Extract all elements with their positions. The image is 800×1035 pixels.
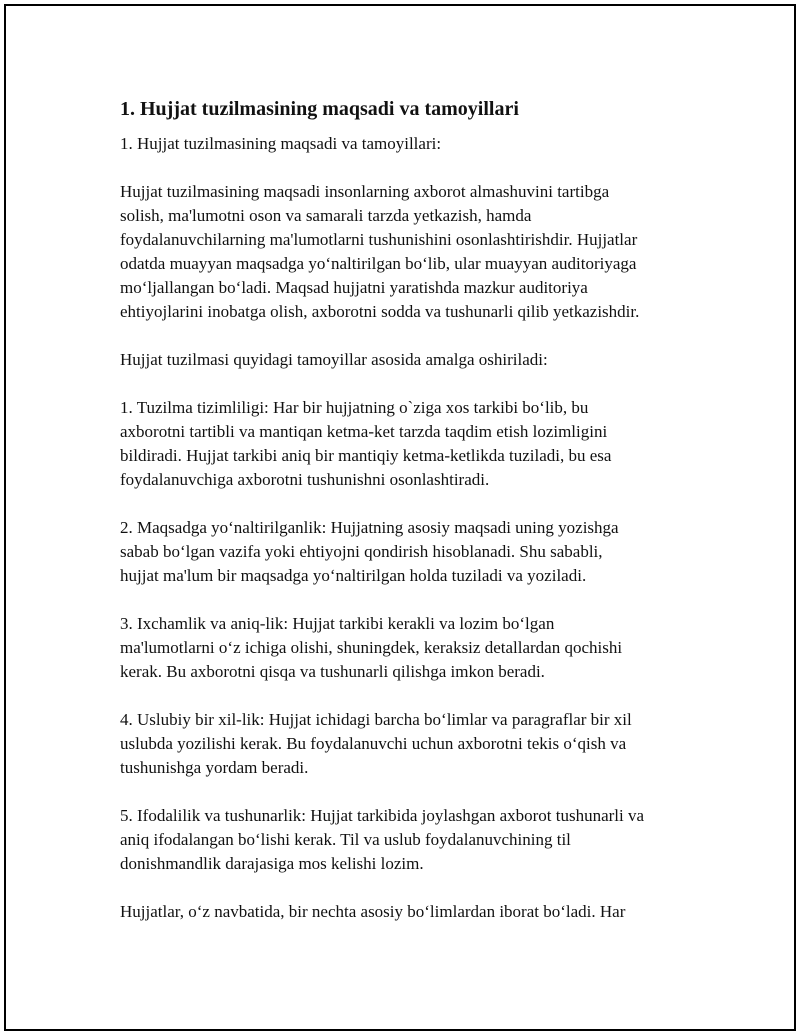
purpose-paragraph: Hujjat tuzilmasining maqsadi insonlarning axborot almashuvini tartibga solish, ma'lumotni oson va samarali tarzda yetkazish, hamda foydalanuvchilarning ma'lumotlarni tushunishini osonlashtirishdir. Hujjatlar odatda muayyan maqsadga yo‘naltirilgan bo‘lib, ular muayyan auditoriyaga mo‘ljallangan bo‘ladi. Maqsad hujjatni yaratishda mazkur auditoriya ehtiyojlarini inobatga olish, axborotni sodda va tushunarli qilib yetkazishdir. [120, 182, 640, 321]
principle-5-paragraph: 5. Ifodalilik va tushunarlik: Hujjat tarkibida joylashgan axborot tushunarli va aniq ifodalangan bo‘lishi kerak. Til va uslub foydalanuvchining til donishmandlik darajasiga mos kelishi lozim. [120, 806, 645, 873]
principle-2-paragraph: 2. Maqsadga yo‘naltirilganlik: Hujjatning asosiy maqsadi uning yozishga sabab bo‘lgan vazifa yoki ehtiyojni qondirish hisoblanadi. Shu sababli, hujjat ma'lum bir maqsadga yo‘naltirilgan holda tuziladi va yoziladi. [120, 518, 619, 585]
section-heading-paragraph: 1. Hujjat tuzilmasining maqsadi va tamoyillari: [120, 134, 442, 153]
principle-3-paragraph: 3. Ixchamlik va aniq-lik: Hujjat tarkibi kerakli va lozim bo‘lgan ma'lumotlarni o‘z ichiga olishi, shuningdek, keraksiz detallardan qochishi kerak. Bu axborotni qisqa va tushunarli qilishga imkon beradi. [120, 614, 623, 681]
page-frame [4, 4, 796, 1031]
principle-1-paragraph: 1. Tuzilma tizimliligi: Har bir hujjatning o`ziga xos tarkibi bo‘lib, bu axborotni tartibli va mantiqan ketma-ket tarzda taqdim etish lozimligini bildiradi. Hujjat tarkibi aniq bir mantiqiy ketma-ketlikda tuziladi, bu esa foydalanuvchiga axborotni tushunishni osonlashtiradi. [120, 398, 612, 489]
principles-intro-paragraph: Hujjat tuzilmasi quyidagi tamoyillar asosida amalga oshiriladi: [120, 350, 548, 369]
principle-4-paragraph: 4. Uslubiy bir xil-lik: Hujjat ichidagi barcha bo‘limlar va paragraflar bir xil uslubda yozilishi kerak. Bu foydalanuvchi uchun axborotni tekis o‘qish va tushunishga yordam beradi. [120, 710, 632, 777]
document-title: 1. Hujjat tuzilmasining maqsadi va tamoyillari [120, 98, 519, 120]
closing-paragraph: Hujjatlar, o‘z navbatida, bir nechta asosiy bo‘limlardan iborat bo‘ladi. Har [120, 902, 626, 921]
document-body [120, 96, 710, 924]
